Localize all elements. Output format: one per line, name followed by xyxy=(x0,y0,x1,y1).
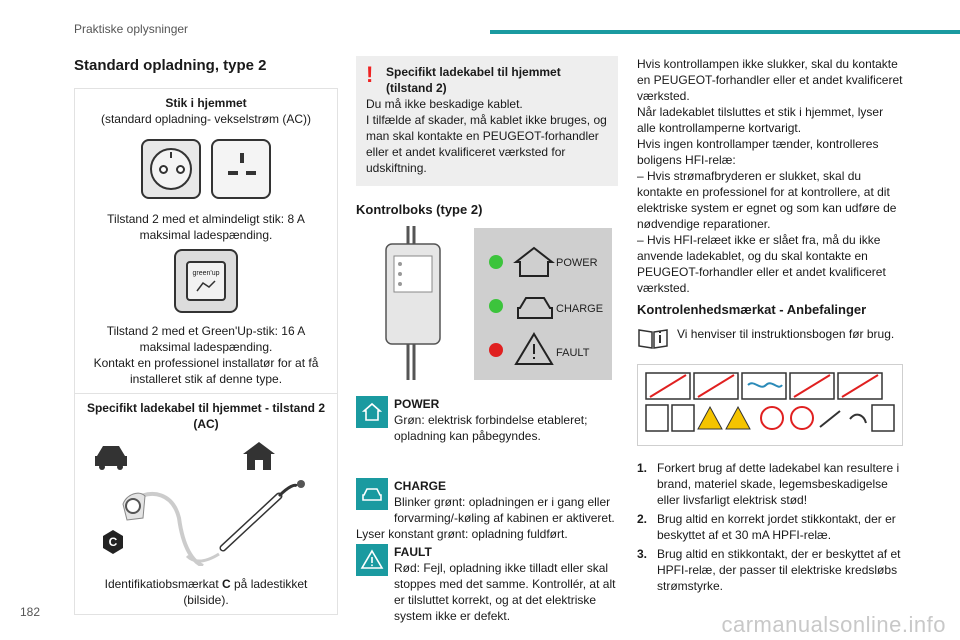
manual-book-icon xyxy=(637,326,669,350)
house-icon xyxy=(356,396,388,428)
house-icon xyxy=(243,442,275,470)
fault-led xyxy=(489,343,503,357)
column-middle xyxy=(356,56,618,626)
fault-text: Rød: Fejl, opladning ikke tilladt eller skal stoppes med det samme. Kontrollér, at alt er tilsluttet korrekt, og at det elektriske system ikke er defekt. xyxy=(394,561,616,623)
car-icon xyxy=(95,446,127,470)
cable-illustration xyxy=(83,438,329,566)
home-socket-section xyxy=(75,89,337,393)
power-text-wrap xyxy=(356,446,618,476)
warning-exclamation-icon: ! xyxy=(366,62,374,87)
control-box-title: Kontrolboks (type 2) xyxy=(356,202,483,217)
power-item xyxy=(356,396,618,444)
list-item: 2. Brug altid en korrekt jordet stikkontakt, der er beskyttet af et 30 mA HPFI-relæ. xyxy=(637,512,896,542)
charge-text-2: Lyser konstant grønt: opladning fuldført. xyxy=(356,527,568,541)
socket-info-box xyxy=(74,88,338,615)
fault-item xyxy=(356,544,618,624)
control-box-illustration xyxy=(356,226,618,386)
warning-triangle-icon xyxy=(356,544,388,576)
greenup-caption: Tilstand 2 med et Green'Up-stik: 16 A maksimal ladespænding. xyxy=(106,324,306,354)
identification-badge xyxy=(103,530,123,554)
recommendation-list xyxy=(637,460,903,594)
identification-caption: Identifikatiobsmærkat C på ladestikket (bilside). xyxy=(104,577,308,607)
warning-symbols-strip xyxy=(637,364,903,446)
watermark: carmanualsonline.info xyxy=(721,612,946,637)
manual-text: Vi henviser til instruktionsbogen før brug. xyxy=(677,327,895,341)
list-item: 3. Brug altid en stikkontakt, der er beskyttet af et HPFI-relæ, der passer til elektriske kredsløbs strømstyrke. xyxy=(637,547,901,593)
socket-images xyxy=(83,139,329,199)
header-accent-bar xyxy=(490,30,960,34)
panel-label-power: POWER xyxy=(556,257,598,269)
warning-title: Specifikt ladekabel til hjemmet (tilstand 2) xyxy=(386,65,561,95)
greenup-label: green'up xyxy=(192,270,220,277)
manual-note xyxy=(637,326,903,356)
label-title: Kontrolenhedsmærkat - Anbefalinger xyxy=(637,302,867,317)
warning-box xyxy=(356,56,618,186)
section-header: Praktiske oplysninger xyxy=(74,22,189,36)
column-left xyxy=(74,56,338,615)
cable-section xyxy=(75,393,337,614)
page-number: 182 xyxy=(20,605,41,619)
greenup-socket-icon xyxy=(174,249,238,313)
installer-caption: Kontakt en professionel installatør for at få installeret stik af denne type. xyxy=(93,356,319,386)
section-title: Standard opladning, type 2 xyxy=(74,57,267,74)
warning-text: Du må ikke beskadige kablet. I tilfælde af skader, må kablet ikke bruges, og man skal kontakte en PEUGEOT-forhandler eller et andet kvalificeret værksted for udskiftning. xyxy=(366,97,607,175)
fault-title: FAULT xyxy=(394,545,432,559)
home-socket-subheading: (standard opladning- vekselstrøm (AC)) xyxy=(100,112,312,126)
panel-label-charge: CHARGE xyxy=(556,303,604,315)
power-text: Grøn: elektrisk forbindelse etableret; opladning kan påbegyndes. xyxy=(394,413,588,443)
uk-socket-icon xyxy=(211,139,271,199)
power-title: POWER xyxy=(394,397,440,411)
identification-badge-letter: C xyxy=(108,535,118,549)
charge-led xyxy=(489,299,503,313)
power-led xyxy=(489,255,503,269)
list-item: 1. Forkert brug af dette ladekabel kan resultere i brand, materiel skade, legemsbeskadigelse eller livsfarligt elektrisk stød! xyxy=(637,461,900,507)
charge-title: CHARGE xyxy=(394,479,447,493)
charge-text-1: Blinker grønt: opladningen er i gang eller forvarming/-køling af kabinen er aktiveret. xyxy=(394,495,615,525)
charge-item xyxy=(356,478,618,542)
schuko-socket-icon xyxy=(141,139,201,199)
home-socket-heading: Stik i hjemmet xyxy=(165,96,247,110)
control-box-device xyxy=(386,226,440,380)
cable-heading: Specifikt ladekabel til hjemmet - tilstand 2 (AC) xyxy=(86,401,326,431)
column-right xyxy=(637,56,903,597)
panel-label-fault: FAULT xyxy=(556,347,590,359)
standard-socket-caption: Tilstand 2 med et almindeligt stik: 8 A maksimal ladespænding. xyxy=(107,212,305,242)
intro-text: Hvis kontrollampen ikke slukker, skal du kontakte en PEUGEOT-forhandler eller et andet kvalificeret værksted. Når ladekablet tilsluttes et stik i hjemmet, lyser alle kontrollamperne kortvarigt. Hvis ingen kontrollamper tænder, kontrolleres boligens HFI-relæ: – Hvis strømafbryderen er slukket, skal du kontakte en professionel for at kontrollere, at dit elektriske system er egnet og som kan udføre de nødvendige reparationer. – Hvis HFI-relæet ikke er slået fra, må du ikke anvende ladekablet, og du skal kontakte en PEUGEOT-forhandler eller et andet kvalificeret værksted. xyxy=(637,57,903,295)
car-icon xyxy=(356,478,388,510)
